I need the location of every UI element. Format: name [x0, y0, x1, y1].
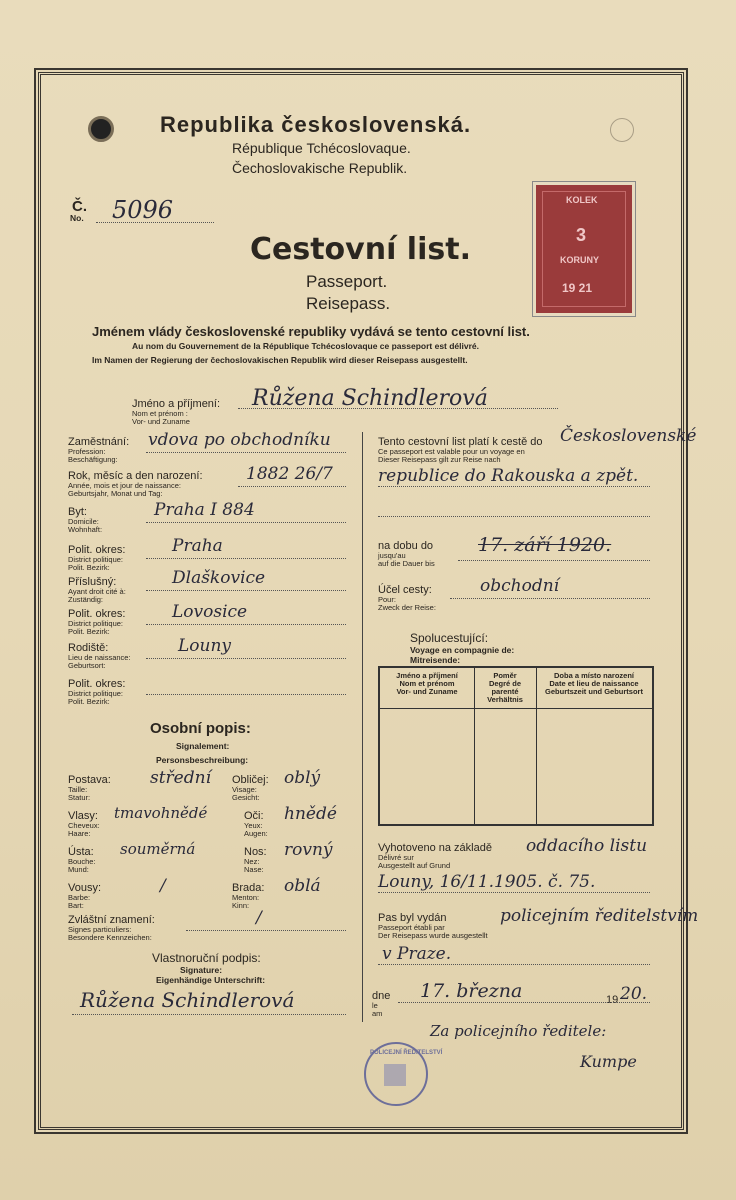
hair-sublabel: Cheveux: Haare:	[68, 821, 100, 838]
occupation-value: vdova po obchodníku	[148, 430, 331, 450]
chin-label: Brada:	[232, 882, 265, 894]
intro-german: Im Namen der Regierung der čechoslovakischen Republik wird dieser Reisepass ausgestellt.	[92, 355, 468, 365]
basis-sublabel: Délivré sur Ausgestellt auf Grund	[378, 853, 451, 870]
district3-line	[146, 694, 346, 695]
district2-label: Polit. okres:	[68, 608, 126, 620]
date-year: 20.	[620, 984, 648, 1004]
beard-label: Vousy:	[68, 882, 102, 894]
passport-number: 5096	[112, 196, 174, 224]
residence-sublabel: Domicile: Wohnhaft:	[68, 517, 103, 534]
duration-label: na dobu do	[378, 540, 434, 552]
birth-label: Rok, měsíc a den narození:	[68, 470, 203, 482]
document-title-german: Reisepass.	[306, 294, 391, 313]
date-sublabel: le am	[372, 1001, 383, 1018]
belonging-line	[146, 590, 346, 591]
punch-hole	[88, 116, 114, 142]
district2-value: Lovosice	[172, 602, 248, 622]
nose-label: Nos:	[244, 846, 267, 858]
valid-sublabel: Ce passeport est valable pour un voyage en Dieser Reisepass gilt zur Reise nach	[378, 447, 525, 464]
date-label: dne	[372, 990, 391, 1002]
signature-line	[72, 1014, 346, 1015]
duration-line	[458, 560, 650, 561]
companions-german: Mitreisende:	[410, 655, 461, 665]
eyes-value: hnědé	[284, 804, 337, 824]
number-label: No.	[70, 213, 84, 223]
valid-line-2	[378, 516, 650, 517]
hair-value: tmavohnědé	[114, 804, 208, 822]
intro-czech: Jménem vlády československé republiky vydává se tento cestovní list.	[92, 324, 530, 339]
issued-by-sublabel: Passeport établi par Der Reisepass wurde ausgestellt	[378, 923, 488, 940]
document-title: Cestovní list.	[250, 232, 471, 267]
belonging-sublabel: Ayant droit cité à: Zuständig:	[68, 587, 126, 604]
purpose-line	[450, 598, 650, 599]
number-underline	[96, 222, 214, 223]
mouth-value: souměrná	[120, 840, 196, 858]
birthplace-sublabel: Lieu de naissance: Geburtsort:	[68, 653, 131, 670]
holder-signature: Růžena Schindlerová	[80, 988, 295, 1012]
district1-line	[146, 558, 346, 559]
occupation-line	[146, 452, 346, 453]
date-year-prefix: 19	[606, 994, 619, 1006]
valid-label: Tento cestovní list platí k cestě do	[378, 436, 543, 448]
companions-label: Spolucestující:	[410, 631, 489, 645]
birth-sublabel: Année, mois et jour de naissance: Geburtsjahr, Monat und Tag:	[68, 481, 181, 498]
marks-label: Zvláštní znamení:	[68, 914, 155, 926]
face-sublabel: Visage: Gesicht:	[232, 785, 260, 802]
description-title: Osobní popis:	[150, 720, 251, 737]
basis-value-ref: Louny, 16/11.1905. č. 75.	[378, 872, 596, 892]
purpose-label: Účel cesty:	[378, 584, 432, 596]
purpose-sublabel: Pour: Zweck der Reise:	[378, 595, 436, 612]
birthplace-value: Louny	[178, 636, 232, 656]
description-german: Personsbeschreibung:	[156, 755, 249, 765]
eyes-sublabel: Yeux: Augen:	[244, 821, 268, 838]
official-signature: Kumpe	[580, 1052, 637, 1071]
seal-text: POLICEJNÍ ŘEDITELSTVÍ	[370, 1050, 443, 1056]
hair-label: Vlasy:	[68, 810, 98, 822]
intro-french: Au nom du Gouvernement de la République Tchécoslovaque ce passeport est délivré.	[132, 341, 480, 351]
belonging-value: Dlaškovice	[172, 568, 266, 588]
description-french: Signalement:	[176, 741, 230, 751]
duration-value: 17. září 1920.	[478, 534, 612, 556]
stature-value: střední	[150, 768, 212, 788]
companions-table	[378, 666, 654, 826]
companions-header-birth: Doba a místo narození Date et lieu de naissance Geburtszeit und Geburtsort	[545, 671, 643, 696]
stamp-top-text: KOLEK	[566, 195, 598, 205]
basis-line	[378, 892, 650, 893]
companions-header-relation: Poměr Degré de parenté Verhältnis	[487, 671, 523, 704]
basis-label: Vyhotoveno na základě	[378, 842, 492, 854]
district3-label: Polit. okres:	[68, 678, 126, 690]
title-german: Čechoslovakische Republik.	[232, 160, 408, 176]
district1-sublabel: District politique: Polit. Bezirk:	[68, 555, 124, 572]
signature-label: Vlastnoruční podpis:	[152, 951, 261, 965]
purpose-value: obchodní	[480, 576, 560, 596]
occupation-sublabel: Profession: Beschäftigung:	[68, 447, 118, 464]
district2-sublabel: District politique: Polit. Bezirk:	[68, 619, 124, 636]
nose-sublabel: Nez: Nase:	[244, 857, 264, 874]
marks-value: /	[256, 908, 262, 928]
companions-header-name: Jméno a příjmení Nom et prénom Vor- und Zuname	[396, 671, 458, 696]
stature-label: Postava:	[68, 774, 111, 786]
face-label: Obličej:	[232, 774, 269, 786]
title-french: République Tchécoslovaque.	[232, 140, 411, 156]
issued-by-line	[378, 964, 650, 965]
residence-line	[146, 522, 346, 523]
nose-value: rovný	[284, 840, 333, 860]
signature-german: Eigenhändige Unterschrift:	[156, 975, 266, 985]
marks-line	[186, 930, 346, 931]
stamp-year: 19 21	[562, 281, 593, 295]
beard-value: /	[160, 876, 166, 896]
marks-sublabel: Signes particuliers: Besondere Kennzeichen:	[68, 925, 152, 942]
mouth-label: Ústa:	[68, 846, 94, 858]
residence-value: Praha I 884	[154, 500, 255, 520]
belonging-label: Příslušný:	[68, 576, 117, 588]
issued-by-place: v Praze.	[382, 944, 452, 964]
name-sublabel: Nom et prénom : Vor- und Zuname	[132, 409, 190, 426]
beard-sublabel: Barbe: Bart:	[68, 893, 91, 910]
number-prefix: Č.	[72, 198, 87, 215]
residence-label: Byt:	[68, 506, 87, 518]
birth-value: 1882 26/7	[246, 464, 333, 484]
district2-line	[146, 624, 346, 625]
date-line	[398, 1002, 650, 1003]
date-value: 17. března	[420, 980, 523, 1002]
valid-value-country: Československé	[560, 426, 697, 446]
official-text: Za policejního ředitele:	[430, 1022, 607, 1040]
police-seal	[364, 1042, 443, 1106]
chin-sublabel: Menton: Kinn:	[232, 893, 260, 910]
stamp-unit: KORUNY	[560, 255, 600, 265]
duration-sublabel: jusqu'au auf die Dauer bis	[378, 551, 435, 568]
birth-line	[238, 486, 346, 487]
issued-by-label: Pas byl vydán	[378, 912, 447, 924]
district3-sublabel: District politique: Polit. Bezirk:	[68, 689, 124, 706]
occupation-label: Zaměstnání:	[68, 436, 130, 448]
stature-sublabel: Taille: Statur:	[68, 785, 91, 802]
column-divider	[362, 432, 363, 1022]
mouth-sublabel: Bouche: Mund:	[68, 857, 96, 874]
revenue-stamp	[533, 182, 635, 316]
stamp-value: 3	[576, 225, 587, 245]
district1-label: Polit. okres:	[68, 544, 126, 556]
basis-value: oddacího listu	[526, 836, 648, 856]
name-value: Růžena Schindlerová	[252, 386, 488, 411]
paper-ring-mark	[610, 118, 634, 142]
signature-french: Signature:	[180, 965, 223, 975]
document-title-french: Passeport.	[306, 272, 388, 291]
name-line	[238, 408, 558, 409]
district1-value: Praha	[172, 536, 223, 556]
valid-line-1	[378, 486, 650, 487]
name-label: Jméno a příjmení:	[132, 398, 221, 410]
birthplace-line	[146, 658, 346, 659]
face-value: oblý	[284, 768, 321, 788]
companions-french: Voyage en compagnie de:	[410, 645, 515, 655]
issued-by-value: policejním ředitelstvím	[500, 906, 699, 926]
valid-value-route: republice do Rakouska a zpět.	[378, 466, 639, 486]
seal-emblem-icon	[384, 1064, 406, 1086]
eyes-label: Oči:	[244, 810, 264, 822]
chin-value: oblá	[284, 876, 321, 896]
birthplace-label: Rodiště:	[68, 642, 109, 654]
title-czech: Republika československá.	[160, 112, 472, 137]
